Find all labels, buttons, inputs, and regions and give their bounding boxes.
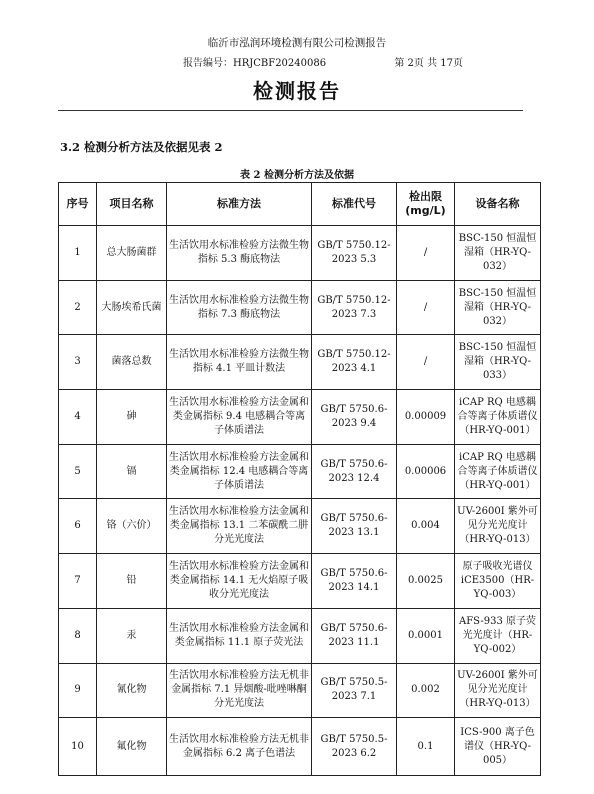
cell-limit: /	[397, 280, 455, 335]
cell-item: 氟化物	[97, 718, 167, 776]
cell-limit: 0.0025	[397, 554, 455, 609]
cell-no: 9	[59, 663, 97, 718]
table-row	[59, 390, 541, 445]
cell-limit: 0.00009	[397, 390, 455, 445]
table-caption: 表 2 检测分析方法及依据	[240, 170, 354, 181]
cell-limit: /	[397, 335, 455, 390]
cell-no: 4	[59, 390, 97, 445]
col-header-limit: 检出限 (mg/L)	[397, 183, 455, 226]
cell-method: 生活饮用水标准检验方法无机非金属指标 6.2 离子色谱法	[167, 718, 312, 776]
table-row	[59, 718, 541, 776]
cell-no: 3	[59, 335, 97, 390]
cell-code: GB/T 5750.6-2023 9.4	[312, 390, 397, 445]
table-body	[59, 226, 541, 776]
cell-method: 生活饮用水标准检验方法金属和类金属指标 11.1 原子荧光法	[167, 608, 312, 663]
cell-limit: 0.1	[397, 718, 455, 776]
cell-code: GB/T 5750.12-2023 4.1	[312, 335, 397, 390]
cell-method: 生活饮用水标准检验方法微生物指标 4.1 平皿计数法	[167, 335, 312, 390]
table-row	[59, 226, 541, 281]
cell-method: 生活饮用水标准检验方法金属和类金属指标 13.1 二苯碳酰二肼分光光度法	[167, 499, 312, 554]
cell-code: GB/T 5750.6-2023 14.1	[312, 554, 397, 609]
cell-no: 1	[59, 226, 97, 281]
cell-equipment: ICS-900 离子色谱仪（HR-YQ-005）	[455, 718, 541, 776]
cell-item: 汞	[97, 608, 167, 663]
cell-method: 生活饮用水标准检验方法微生物指标 7.3 酶底物法	[167, 280, 312, 335]
cell-equipment: UV-2600I 紫外可见分光光度计（HR-YQ-013）	[455, 663, 541, 718]
cell-no: 8	[59, 608, 97, 663]
table-row	[59, 499, 541, 554]
cell-equipment: BSC-150 恒温恒湿箱（HR-YQ-032）	[455, 226, 541, 281]
cell-no: 5	[59, 444, 97, 499]
report-number: 报告编号：HRJCBF20240086	[183, 58, 327, 69]
cell-code: GB/T 5750.12-2023 5.3	[312, 226, 397, 281]
cell-equipment: iCAP RQ 电感耦合等离子体质谱仪（HR-YQ-001）	[455, 390, 541, 445]
cell-equipment: 原子吸收光谱仪 iCE3500（HR-YQ-003）	[455, 554, 541, 609]
cell-equipment: AFS-933 原子荧光光度计（HR-YQ-002）	[455, 608, 541, 663]
cell-limit: 0.002	[397, 663, 455, 718]
cell-item: 砷	[97, 390, 167, 445]
cell-item: 总大肠菌群	[97, 226, 167, 281]
cell-no: 2	[59, 280, 97, 335]
cell-item: 铬（六价）	[97, 499, 167, 554]
cell-code: GB/T 5750.6-2023 13.1	[312, 499, 397, 554]
cell-limit: 0.0001	[397, 608, 455, 663]
table-row	[59, 663, 541, 718]
methods-table	[58, 182, 541, 776]
section-title: 3.2 检测分析方法及依据见表 2	[60, 140, 223, 154]
cell-item: 镉	[97, 444, 167, 499]
cell-limit: 0.00006	[397, 444, 455, 499]
cell-limit: 0.004	[397, 499, 455, 554]
cell-item: 大肠埃希氏菌	[97, 280, 167, 335]
cell-code: GB/T 5750.6-2023 11.1	[312, 608, 397, 663]
col-header-item: 项目名称	[97, 183, 167, 226]
table-row	[59, 280, 541, 335]
col-header-equipment: 设备名称	[455, 183, 541, 226]
cell-no: 10	[59, 718, 97, 776]
cell-equipment: BSC-150 恒温恒湿箱（HR-YQ-032）	[455, 280, 541, 335]
cell-method: 生活饮用水标准检验方法金属和类金属指标 9.4 电感耦合等离子体质谱法	[167, 390, 312, 445]
table-row	[59, 554, 541, 609]
table-row	[59, 608, 541, 663]
company-report-title: 临沂市泓润环境检测有限公司检测报告	[207, 37, 387, 49]
table-row	[59, 444, 541, 499]
cell-no: 7	[59, 554, 97, 609]
col-header-no: 序号	[59, 183, 97, 226]
cell-method: 生活饮用水标准检验方法金属和类金属指标 14.1 无火焰原子吸收分光光度法	[167, 554, 312, 609]
cell-equipment: iCAP RQ 电感耦合等离子体质谱仪（HR-YQ-001）	[455, 444, 541, 499]
cell-method: 生活饮用水标准检验方法无机非金属指标 7.1 异烟酸-吡唑啉酮分光光度法	[167, 663, 312, 718]
cell-limit: /	[397, 226, 455, 281]
document-title: 检测报告	[253, 79, 341, 103]
table-header-row	[59, 183, 541, 226]
cell-item: 菌落总数	[97, 335, 167, 390]
page-info: 第 2页 共 17页	[394, 58, 463, 69]
cell-method: 生活饮用水标准检验方法金属和类金属指标 12.4 电感耦合等离子体质谱法	[167, 444, 312, 499]
cell-equipment: UV-2600I 紫外可见分光光度计（HR-YQ-013）	[455, 499, 541, 554]
col-header-method: 标准方法	[167, 183, 312, 226]
cell-item: 氰化物	[97, 663, 167, 718]
cell-code: GB/T 5750.6-2023 12.4	[312, 444, 397, 499]
cell-code: GB/T 5750.12-2023 7.3	[312, 280, 397, 335]
cell-equipment: BSC-150 恒温恒湿箱（HR-YQ-033）	[455, 335, 541, 390]
cell-item: 铅	[97, 554, 167, 609]
cell-method: 生活饮用水标准检验方法微生物指标 5.3 酶底物法	[167, 226, 312, 281]
table-row	[59, 335, 541, 390]
cell-code: GB/T 5750.5-2023 7.1	[312, 663, 397, 718]
cell-code: GB/T 5750.5-2023 6.2	[312, 718, 397, 776]
cell-no: 6	[59, 499, 97, 554]
col-header-code: 标准代号	[312, 183, 397, 226]
header-divider	[58, 110, 523, 111]
